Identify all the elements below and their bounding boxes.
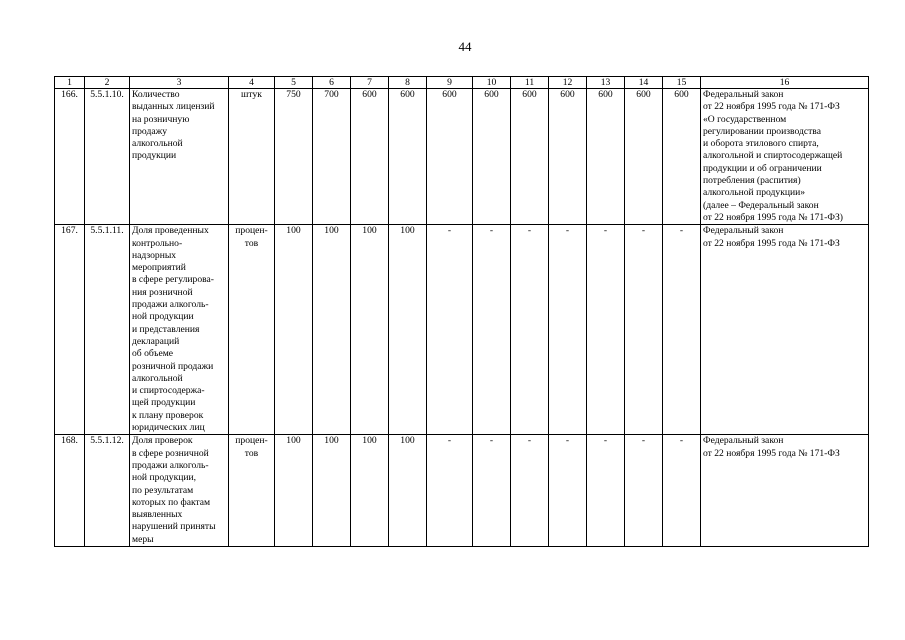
indicator-code: 5.5.1.11. [85,225,130,435]
header-cell: 6 [313,77,351,89]
unit: штук [229,89,275,225]
header-cell: 4 [229,77,275,89]
value-cell: - [663,225,701,435]
header-cell: 5 [275,77,313,89]
header-cell: 3 [130,77,229,89]
value-cell: - [625,225,663,435]
value-cell: 100 [351,435,389,547]
value-cell: - [511,225,549,435]
value-cell: - [427,225,473,435]
value-cell: - [511,435,549,547]
value-cell: - [587,435,625,547]
header-cell: 14 [625,77,663,89]
page-number: 44 [458,39,472,54]
header-cell: 15 [663,77,701,89]
header-cell: 8 [389,77,427,89]
header-cell: 2 [85,77,130,89]
value-cell: - [549,225,587,435]
value-cell: 100 [389,435,427,547]
value-cell: 100 [313,435,351,547]
header-cell: 11 [511,77,549,89]
table-row [55,435,869,547]
value-cell: 600 [351,89,389,225]
row-number: 168. [55,435,85,547]
indicator-name: Доля проверок в сфере розничной продажи алкоголь- ной продукции, по результатам которых по фактам выявленных нарушений приняты меры [130,435,229,547]
value-cell: 600 [511,89,549,225]
value-cell: 600 [473,89,511,225]
legal-basis: Федеральный закон от 22 ноября 1995 года № 171-ФЗ [701,225,869,435]
value-cell: 600 [427,89,473,225]
table-row [55,225,869,435]
value-cell: 100 [275,435,313,547]
value-cell: 600 [549,89,587,225]
value-cell: 100 [313,225,351,435]
header-cell: 13 [587,77,625,89]
value-cell: 600 [663,89,701,225]
indicator-name: Доля проведенных контрольно- надзорных мероприятий в сфере регулирова- ния розничной продажи алкоголь- ной продукции и представления деклараций об объеме розничной продажи алкогольной и спиртосодержа- щей продукции к плану проверок юридических лиц [130,225,229,435]
value-cell: - [587,225,625,435]
unit: процен- тов [229,435,275,547]
header-cell: 9 [427,77,473,89]
indicator-code: 5.5.1.10. [85,89,130,225]
table-row [55,89,869,225]
header-cell: 7 [351,77,389,89]
value-cell: 700 [313,89,351,225]
value-cell: 600 [389,89,427,225]
value-cell: 100 [389,225,427,435]
legal-basis: Федеральный закон от 22 ноября 1995 года № 171-ФЗ «О государственном регулировании производства и оборота этилового спирта, алкогольной и спиртосодержащей продукции и об ограничении потребления (распития) алкогольной продукции» (далее – Федеральный закон от 22 ноября 1995 года № 171-ФЗ) [701,89,869,225]
value-cell: - [427,435,473,547]
unit: процен- тов [229,225,275,435]
indicator-code: 5.5.1.12. [85,435,130,547]
value-cell: - [473,435,511,547]
value-cell: 600 [587,89,625,225]
header-row [55,77,869,89]
value-cell: 750 [275,89,313,225]
value-cell: - [549,435,587,547]
header-cell: 10 [473,77,511,89]
indicators-table [54,76,869,547]
value-cell: 100 [351,225,389,435]
indicator-name: Количество выданных лицензий на розничную продажу алкогольной продукции [130,89,229,225]
value-cell: - [663,435,701,547]
header-cell: 16 [701,77,869,89]
value-cell: 100 [275,225,313,435]
row-number: 166. [55,89,85,225]
header-cell: 1 [55,77,85,89]
value-cell: - [625,435,663,547]
legal-basis: Федеральный закон от 22 ноября 1995 года № 171-ФЗ [701,435,869,547]
value-cell: 600 [625,89,663,225]
row-number: 167. [55,225,85,435]
value-cell: - [473,225,511,435]
header-cell: 12 [549,77,587,89]
